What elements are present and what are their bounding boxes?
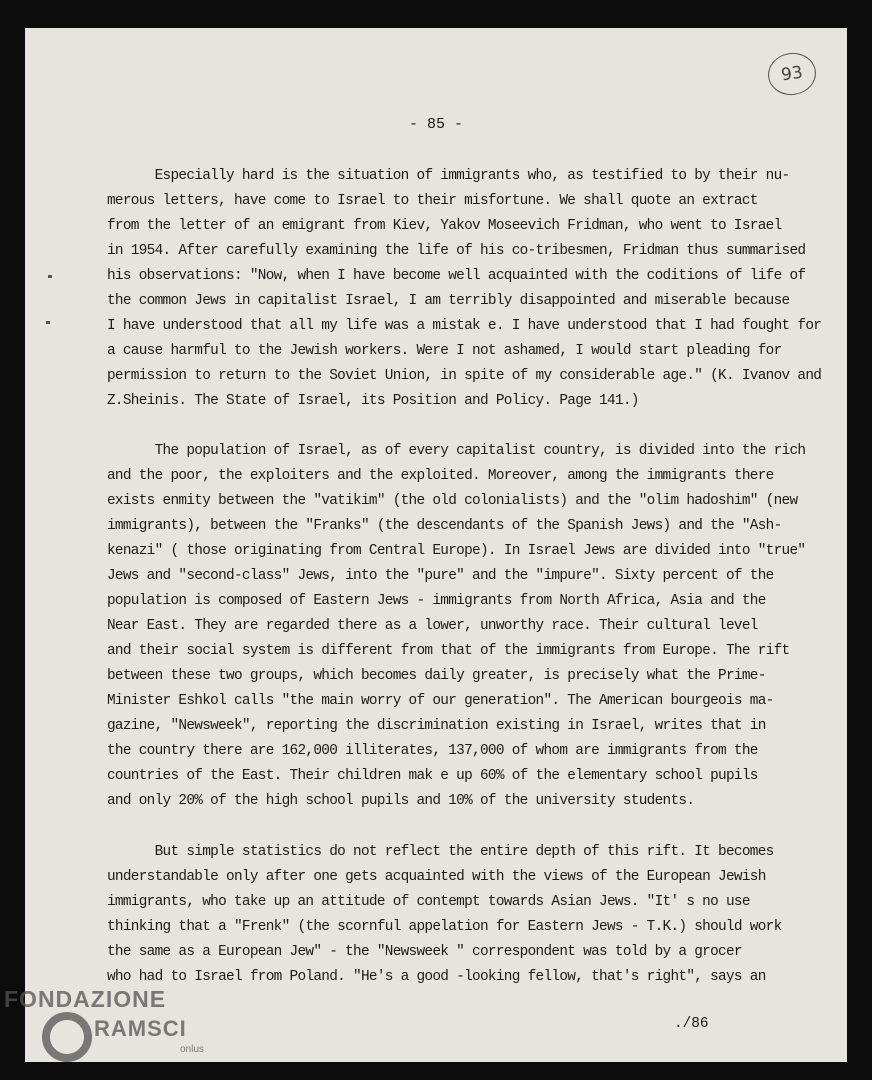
page-number: - 85 - xyxy=(408,116,463,133)
text-line: population is composed of Eastern Jews - immigrants from North Africa, Asia and the xyxy=(107,593,766,609)
margin-mark xyxy=(48,275,52,278)
paragraph-2 xyxy=(107,439,827,814)
watermark-line-3: onlus xyxy=(180,1044,204,1055)
text-line: permission to return to the Soviet Union, in spite of my considerable age." (K. Ivanov and xyxy=(107,368,822,384)
text-line: between these two groups, which becomes daily greater, is precisely what the Prime- xyxy=(107,668,766,684)
continued-page-marker: ./86 xyxy=(674,1016,709,1032)
text-line: gazine, "Newsweek", reporting the discrimination existing in Israel, writes that in xyxy=(107,718,766,734)
text-line: Z.Sheinis. The State of Israel, its Position and Policy. Page 141.) xyxy=(107,393,639,409)
watermark-line-2: RAMSCI xyxy=(94,1016,187,1041)
text-line: kenazi" ( those originating from Central Europe). In Israel Jews are divided into "true" xyxy=(107,543,806,559)
text-line: I have understood that all my life was a mistak e. I have understood that I had fought for xyxy=(107,318,822,334)
text-line: and the poor, the exploiters and the exploited. Moreover, among the immigrants there xyxy=(107,468,774,484)
text-line: understandable only after one gets acquainted with the views of the European Jewish xyxy=(107,869,766,885)
text-line: But simple statistics do not reflect the entire depth of this rift. It becomes xyxy=(107,844,774,860)
text-line: Near East. They are regarded there as a lower, unworthy race. Their cultural level xyxy=(107,618,758,634)
archive-number-stamp: 93 xyxy=(765,50,818,98)
text-line: the common Jews in capitalist Israel, I am terribly disappointed and miserable because xyxy=(107,293,790,309)
text-line: the country there are 162,000 illiterates, 137,000 of whom are immigrants from the xyxy=(107,743,758,759)
paragraph-1 xyxy=(107,164,827,414)
text-line: and only 20% of the high school pupils and 10% of the university students. xyxy=(107,793,695,809)
margin-mark xyxy=(46,321,50,324)
text-line: Especially hard is the situation of immigrants who, as testified to by their nu- xyxy=(107,168,790,184)
text-line: The population of Israel, as of every capitalist country, is divided into the rich xyxy=(107,443,806,459)
text-line: Minister Eshkol calls "the main worry of our generation". The American bourgeois ma- xyxy=(107,693,774,709)
text-line: merous letters, have come to Israel to their misfortune. We shall quote an extract xyxy=(107,193,758,209)
text-line: who had to Israel from Poland. "He's a good -looking fellow, that's right", says an xyxy=(107,969,766,985)
text-line: in 1954. After carefully examining the life of his co-tribesmen, Fridman thus summarised xyxy=(107,243,806,259)
watermark-g-icon xyxy=(42,1012,92,1062)
text-line: his observations: "Now, when I have become well acquainted with the coditions of life of xyxy=(107,268,806,284)
text-line: exists enmity between the "vatikim" (the old colonialists) and the "olim hadoshim" (new xyxy=(107,493,798,509)
text-line: a cause harmful to the Jewish workers. Were I not ashamed, I would start pleading for xyxy=(107,343,782,359)
text-line: countries of the East. Their children mak e up 60% of the elementary school pupils xyxy=(107,768,758,784)
text-line: Jews and "second-class" Jews, into the "pure" and the "impure". Sixty percent of the xyxy=(107,568,774,584)
text-line: immigrants), between the "Franks" (the descendants of the Spanish Jews) and the "Ash- xyxy=(107,518,782,534)
text-line: immigrants, who take up an attitude of contempt towards Asian Jews. "It' s no use xyxy=(107,894,750,910)
text-line: and their social system is different from that of the immigrants from Europe. The rift xyxy=(107,643,790,659)
paragraph-3 xyxy=(107,840,827,990)
text-line: from the letter of an emigrant from Kiev, Yakov Moseevich Fridman, who went to Israel xyxy=(107,218,782,234)
fondazione-gramsci-watermark xyxy=(4,986,224,1076)
text-line: thinking that a "Frenk" (the scornful appelation for Eastern Jews - T.K.) should work xyxy=(107,919,782,935)
text-line: the same as a European Jew" - the "Newsweek " correspondent was told by a grocer xyxy=(107,944,742,960)
watermark-line-1: FONDAZIONE xyxy=(4,986,167,1012)
